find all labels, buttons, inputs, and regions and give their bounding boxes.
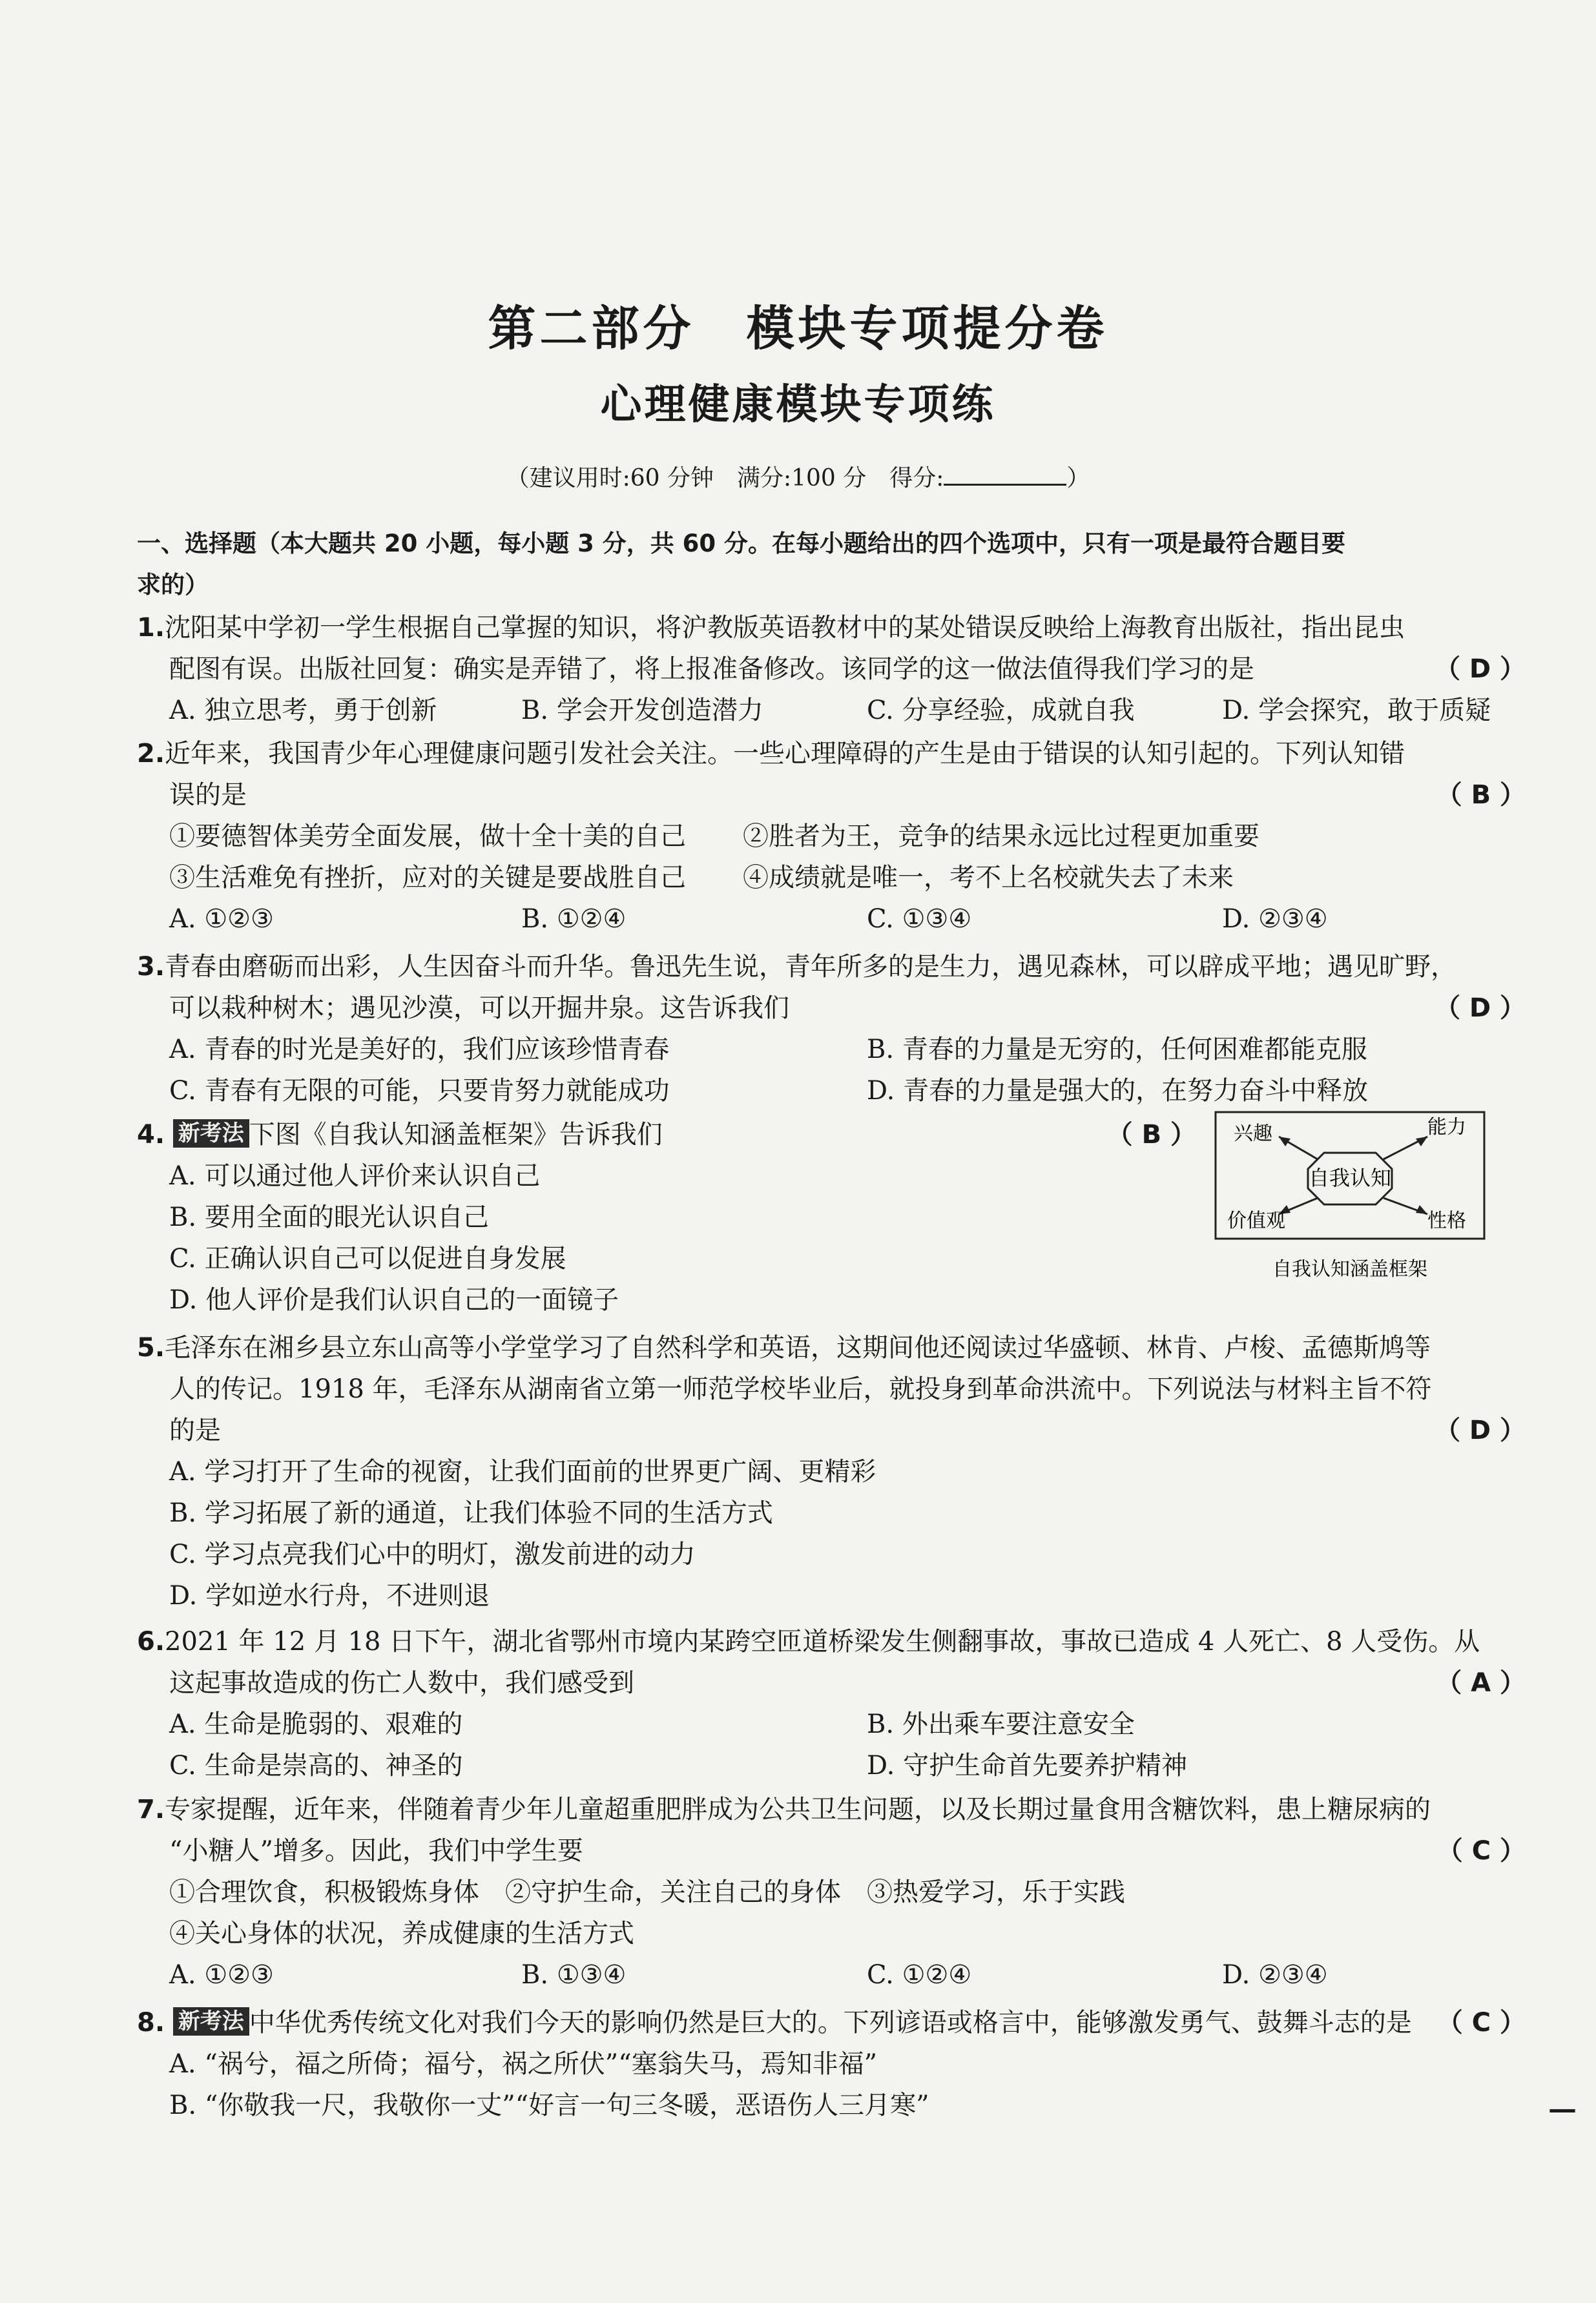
option-d: D. 学会探究，敢于质疑 bbox=[1222, 696, 1491, 725]
answer: （ C ） bbox=[1436, 2008, 1526, 2038]
answer: （ D ） bbox=[1434, 1416, 1526, 1445]
question-number: 2. bbox=[137, 739, 165, 769]
question-6 bbox=[137, 1621, 1526, 1786]
option-b: B. ①③④ bbox=[521, 1960, 627, 1990]
option-b: B. 外出乘车要注意安全 bbox=[867, 1709, 1135, 1739]
question-number: 3. bbox=[137, 952, 165, 982]
option-c: C. ①②④ bbox=[867, 1960, 972, 1990]
answer: （ C ） bbox=[1436, 1836, 1526, 1866]
question-5 bbox=[137, 1327, 1526, 1616]
option-d: D. 他人评价是我们认识自己的一面镜子 bbox=[169, 1285, 619, 1315]
answer: （ B ） bbox=[1106, 1120, 1196, 1150]
statement-3: ③生活难免有挫折，应对的关键是要战胜自己 bbox=[169, 863, 686, 893]
question-text: 青春由磨砺而出彩，人生因奋斗而升华。鲁迅先生说，青年所多的是生力，遇见森林，可以辟成平地；遇见旷野， bbox=[165, 952, 1457, 982]
arrowhead-br bbox=[1416, 1205, 1427, 1214]
question-text: 误的是 bbox=[169, 780, 247, 810]
question-text: 人的传记。1918 年，毛泽东从湖南省立第一师范学校毕业后，就投身到革命洪流中。下列说法与材料主旨不符 bbox=[169, 1374, 1432, 1404]
diagram-svg bbox=[1214, 1111, 1486, 1285]
option-c: C. 正确认识自己可以促进自身发展 bbox=[169, 1244, 566, 1274]
question-text: 中华优秀传统文化对我们今天的影响仍然是巨大的。下列谚语或格言中，能够激发勇气、鼓舞斗志的是 bbox=[249, 2008, 1412, 2038]
question-text: 近年来，我国青少年心理健康问题引发社会关注。一些心理障碍的产生是由于错误的认知引起的。下列认知错 bbox=[165, 739, 1405, 769]
self-cognition-diagram bbox=[1214, 1111, 1486, 1288]
diagram-label-ability: 能力 bbox=[1427, 1116, 1466, 1139]
question-text: 可以栽种树木；遇见沙漠，可以开掘井泉。这告诉我们 bbox=[169, 993, 789, 1023]
meta-text: （建议用时:60 分钟 满分:100 分 得分: bbox=[506, 465, 944, 491]
question-text: 沈阳某中学初一学生根据自己掌握的知识，将沪教版英语教材中的某处错误反映给上海教育出版社，指出昆虫 bbox=[165, 613, 1405, 643]
statement-row-1: ①合理饮食，积极锻炼身体 ②守护生命，关注自己的身体 ③热爱学习，乐于实践 bbox=[169, 1877, 1125, 1907]
question-text: 的是 bbox=[169, 1416, 221, 1445]
question-number: 5. bbox=[137, 1333, 165, 1363]
option-d: D. ②③④ bbox=[1222, 904, 1328, 934]
option-d: D. 守护生命首先要养护精神 bbox=[867, 1751, 1188, 1781]
question-8 bbox=[137, 2002, 1526, 2126]
option-b: B. ①②④ bbox=[521, 904, 627, 934]
diagram-label-values: 价值观 bbox=[1227, 1210, 1285, 1232]
answer: （ D ） bbox=[1434, 993, 1526, 1023]
option-c: C. 学习点亮我们心中的明灯，激发前进的动力 bbox=[169, 1540, 696, 1569]
option-b: B. 要用全面的眼光认识自己 bbox=[169, 1203, 489, 1232]
question-4 bbox=[137, 1114, 1196, 1321]
statement-row-2: ④关心身体的状况，养成健康的生活方式 bbox=[169, 1919, 634, 1948]
diagram-center-label: 自我认知 bbox=[1308, 1166, 1392, 1190]
option-b: B. “你敬我一尺，我敬你一丈”“好言一句三冬暖，恶语伤人三月寒” bbox=[169, 2091, 929, 2120]
option-d: D. 学如逆水行舟，不进则退 bbox=[169, 1581, 490, 1611]
option-a: A. ①②③ bbox=[169, 1960, 274, 1990]
question-text: “小糖人”增多。因此，我们中学生要 bbox=[169, 1836, 583, 1866]
question-3 bbox=[137, 946, 1526, 1111]
question-text: 下图《自我认知涵盖框架》告诉我们 bbox=[249, 1120, 663, 1150]
answer: （ B ） bbox=[1436, 780, 1526, 810]
section-line-1: 一、选择题（本大题共 20 小题，每小题 3 分，共 60 分。在每小题给出的四个选项中，只有一项是最符合题目要 bbox=[137, 530, 1346, 557]
answer: （ A ） bbox=[1436, 1668, 1526, 1698]
question-number: 1. bbox=[137, 613, 165, 643]
section-heading bbox=[137, 523, 1526, 606]
part-title: 第二部分 模块专项提分卷 bbox=[488, 301, 1108, 356]
option-d: D. 青春的力量是强大的，在努力奋斗中释放 bbox=[867, 1076, 1369, 1106]
option-a: A. 青春的时光是美好的，我们应该珍惜青春 bbox=[169, 1035, 670, 1064]
exam-meta bbox=[0, 460, 1596, 493]
option-c: C. 分享经验，成就自我 bbox=[867, 696, 1135, 725]
option-a: A. ①②③ bbox=[169, 904, 274, 934]
question-number: 6. bbox=[137, 1627, 165, 1657]
section-line-2: 求的） bbox=[137, 571, 209, 599]
question-7 bbox=[137, 1789, 1526, 1996]
option-a: A. “祸兮，福之所倚；福兮，祸之所伏”“塞翁失马，焉知非福” bbox=[169, 2049, 878, 2079]
sub-title: 心理健康模块专项练 bbox=[600, 380, 996, 429]
question-2 bbox=[137, 733, 1526, 940]
option-a: A. 学习打开了生命的视窗，让我们面前的世界更广阔、更精彩 bbox=[169, 1457, 876, 1487]
question-text: 毛泽东在湘乡县立东山高等小学堂学习了自然科学和英语，这期间他还阅读过华盛顿、林肯、卢梭、孟德斯鸠等 bbox=[165, 1333, 1431, 1363]
score-blank bbox=[944, 464, 1066, 486]
option-c: C. 青春有无限的可能，只要肯努力就能成功 bbox=[169, 1076, 670, 1106]
question-text: 这起事故造成的伤亡人数中，我们感受到 bbox=[169, 1668, 634, 1698]
option-a: A. 可以通过他人评价来认识自己 bbox=[169, 1161, 541, 1191]
question-text: 2021 年 12 月 18 日下午，湖北省鄂州市境内某跨空匝道桥梁发生侧翻事故，事故已造成 4 人死亡、8 人受伤。从 bbox=[165, 1627, 1480, 1657]
option-c: C. ①③④ bbox=[867, 904, 972, 934]
option-b: B. 学会开发创造潜力 bbox=[521, 696, 763, 725]
option-a: A. 生命是脆弱的、艰难的 bbox=[169, 1709, 463, 1739]
page-mark: — bbox=[1548, 2092, 1577, 2125]
question-number: 8. bbox=[137, 2008, 165, 2038]
question-number: 4. bbox=[137, 1120, 165, 1150]
diagram-caption: 自我认知涵盖框架 bbox=[1272, 1258, 1427, 1281]
option-c: C. 生命是崇高的、神圣的 bbox=[169, 1751, 463, 1781]
diagram-label-character: 性格 bbox=[1427, 1210, 1466, 1232]
option-b: B. 学习拓展了新的通道，让我们体验不同的生活方式 bbox=[169, 1498, 773, 1528]
statement-2: ②胜者为王，竞争的结果永远比过程更加重要 bbox=[743, 821, 1259, 851]
option-d: D. ②③④ bbox=[1222, 1960, 1328, 1990]
statement-4: ④成绩就是唯一，考不上名校就失去了未来 bbox=[743, 863, 1234, 893]
statement-1: ①要德智体美劳全面发展，做十全十美的自己 bbox=[169, 821, 686, 851]
question-1 bbox=[137, 607, 1526, 731]
answer: （ D ） bbox=[1434, 654, 1526, 684]
question-number: 7. bbox=[137, 1795, 165, 1824]
question-text: 专家提醒，近年来，伴随着青少年儿童超重肥胖成为公共卫生问题，以及长期过量食用含糖饮料，患上糖尿病的 bbox=[165, 1795, 1431, 1824]
option-b: B. 青春的力量是无穷的，任何困难都能克服 bbox=[867, 1035, 1367, 1064]
new-method-tag: 新考法 bbox=[173, 2007, 249, 2036]
meta-end: ） bbox=[1066, 465, 1090, 491]
option-a: A. 独立思考，勇于创新 bbox=[169, 696, 437, 725]
question-text: 配图有误。出版社回复：确实是弄错了，将上报准备修改。该同学的这一做法值得我们学习的是 bbox=[169, 654, 1254, 684]
new-method-tag: 新考法 bbox=[173, 1119, 249, 1148]
diagram-label-interest: 兴趣 bbox=[1234, 1122, 1272, 1145]
